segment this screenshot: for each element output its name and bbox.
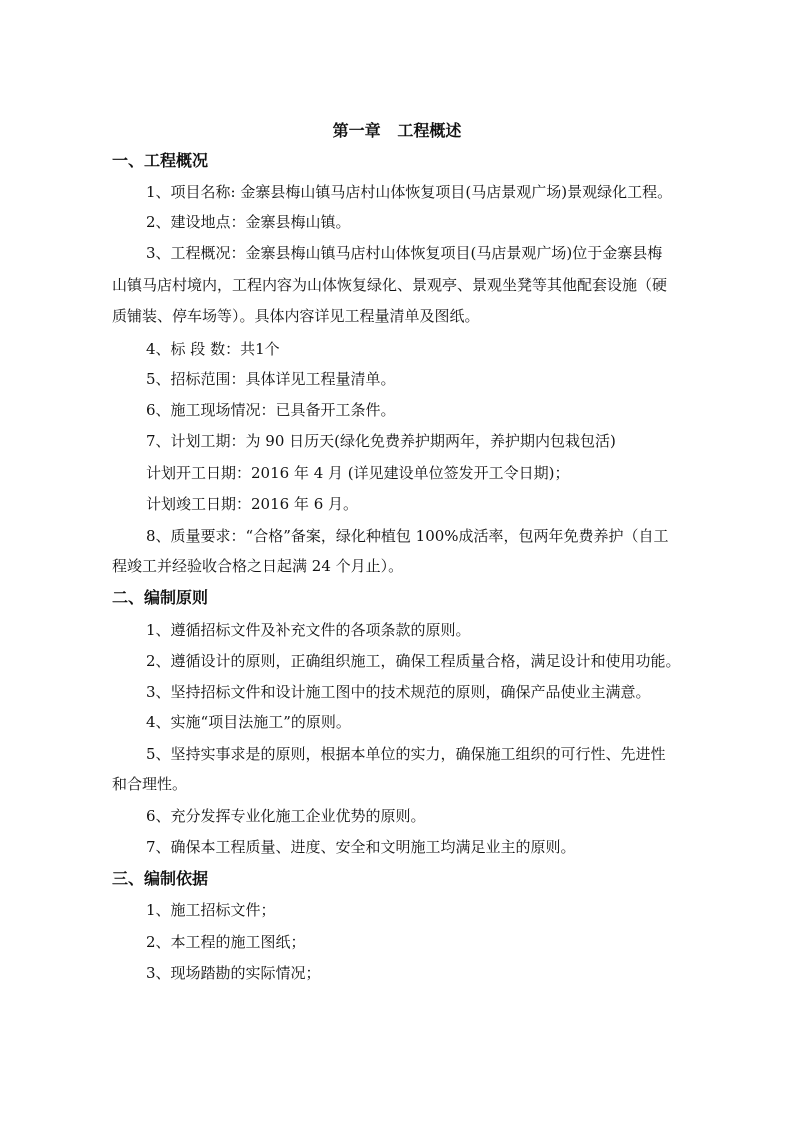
paragraph-line: 2、建设地点：金寨县梅山镇。 [146,213,351,231]
paragraph-line: 7、确保本工程质量、进度、安全和文明施工均满足业主的原则。 [146,838,576,856]
paragraph-line: 4、标 段 数：共1个 [146,340,280,358]
paragraph-line: 3、坚持招标文件和设计施工图中的技术规范的原则，确保产品使业主满意。 [146,683,651,701]
section-heading-basis: 三、编制依据 [112,869,209,888]
chapter-title: 第一章 工程概述 [332,121,462,140]
paragraph-line: 程竣工并经验收合格之日起满 24 个月止）。 [112,557,404,575]
paragraph-line: 3、现场踏勘的实际情况； [146,964,321,982]
section-heading-principles: 二、编制原则 [112,588,209,607]
paragraph-line: 山镇马店村境内，工程内容为山体恢复绿化、景观亭、景观坐凳等其他配套设施（硬 [112,276,668,294]
paragraph-line: 5、招标范围：具体详见工程量清单。 [146,370,396,388]
paragraph-line: 2、遵循设计的原则，正确组织施工，确保工程质量合格，满足设计和使用功能。 [146,652,681,670]
paragraph-line: 3、工程概况：金寨县梅山镇马店村山体恢复项目(马店景观广场)位于金寨县梅 [146,244,663,262]
paragraph-line: 4、实施“项目法施工”的原则。 [146,713,351,731]
paragraph-line: 质铺装、停车场等）。具体内容详见工程量清单及图纸。 [112,307,480,325]
paragraph-line: 计划开工日期：2016 年 4 月 (详见建设单位签发开工令日期)； [146,464,570,482]
paragraph-line: 和合理性。 [112,775,188,793]
paragraph-line: 计划竣工日期：2016 年 6 月。 [146,495,359,513]
paragraph-line: 1、遵循招标文件及补充文件的各项条款的原则。 [146,621,471,639]
paragraph-line: 5、坚持实事求是的原则，根据本单位的实力，确保施工组织的可行性、先进性 [146,745,666,763]
section-heading-overview: 一、工程概况 [112,151,209,170]
paragraph-line: 6、充分发挥专业化施工企业优势的原则。 [146,807,426,825]
paragraph-line: 2、本工程的施工图纸； [146,933,306,951]
paragraph-line: 7、计划工期：为 90 日历天(绿化免费养护期两年，养护期内包栽包活) [146,432,616,450]
paragraph-line: 1、项目名称: 金寨县梅山镇马店村山体恢复项目(马店景观广场)景观绿化工程。 [146,183,673,201]
paragraph-line: 8、质量要求：“合格”备案，绿化种植包 100%成活率，包两年免费养护（自工 [146,527,669,545]
paragraph-line: 6、施工现场情况：已具备开工条件。 [146,401,396,419]
paragraph-line: 1、施工招标文件； [146,901,276,919]
